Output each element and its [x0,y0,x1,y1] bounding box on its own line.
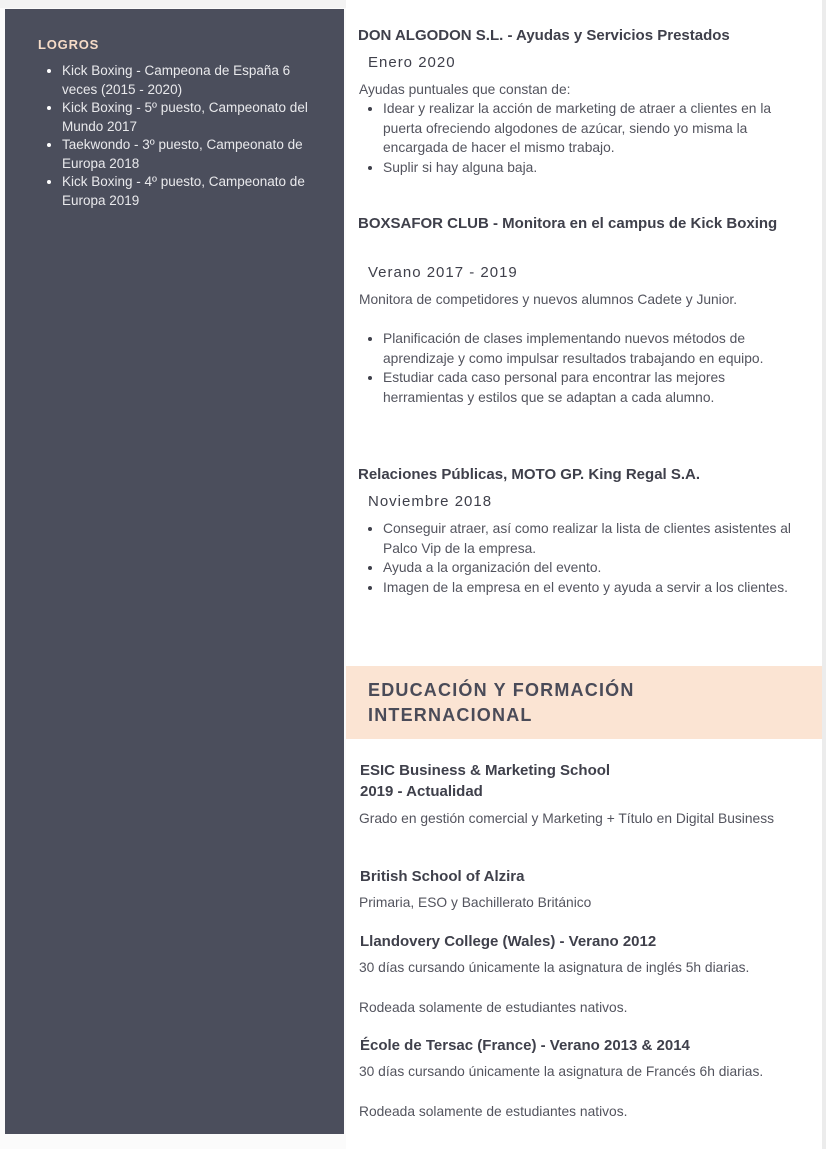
education-title: École de Tersac (France) - Verano 2013 & 2014 [360,1037,690,1054]
job-title: DON ALGODON S.L. - Ayudas y Servicios Prestados [358,27,730,44]
job-date: Verano 2017 - 2019 [368,264,518,281]
job-bullets [364,329,793,407]
achievements-list [43,62,322,210]
job-bullet: • Idear y realizar la acción de marketing de atraer a clientes en la puerta ofreciendo algodones de azúcar, siendo yo misma la encargada de hacer el mismo trabajo. [383,99,793,158]
education-description: Grado en gestión comercial y Marketing + Título en Digital Business [359,811,775,826]
education-section-header [346,666,822,739]
sidebar [5,9,344,1134]
job-title: BOXSAFOR CLUB - Monitora en el campus de Kick Boxing [358,215,778,232]
job-bullet: • Planificación de clases implementando nuevos métodos de aprendizaje y como impulsar resultados trabajando en equipo. [383,329,793,368]
job-bullets [364,519,793,597]
achievement-item: • Taekwondo - 3º puesto, Campeonato de Europa 2018 [62,136,322,173]
education-description: 30 días cursando únicamente la asignatura de inglés 5h diarias. [359,960,750,975]
job-bullet: • Conseguir atraer, así como realizar la lista de clientes asistentes al Palco Vip de la empresa. [383,519,793,558]
job-date: Noviembre 2018 [368,493,493,510]
achievement-item: • Kick Boxing - 4º puesto, Campeonato de Europa 2019 [62,173,322,210]
job-bullet: • Suplir si hay alguna baja. [383,158,793,178]
job-bullets [364,99,793,177]
education-subtitle: 2019 - Actualidad [360,783,483,800]
main-content [346,0,822,1149]
education-title: British School of Alzira [360,868,525,885]
education-description: 30 días cursando únicamente la asignatura de Francés 6h diarias. [359,1064,764,1079]
job-title: Relaciones Públicas, MOTO GP. King Regal S.A. [358,466,701,483]
job-bullet: • Estudiar cada caso personal para encontrar las mejores herramientas y estilos que se adaptan a cada alumno. [383,368,793,407]
page-right-edge [822,0,826,1149]
job-intro: Monitora de competidores y nuevos alumnos Cadete y Junior. [359,292,738,307]
job-bullet: • Imagen de la empresa en el evento y ayuda a servir a los clientes. [383,578,793,598]
job-bullet: • Ayuda a la organización del evento. [383,558,793,578]
education-title: ESIC Business & Marketing School [360,762,611,779]
education-note: Rodeada solamente de estudiantes nativos. [359,1000,628,1015]
education-title: Llandovery College (Wales) - Verano 2012 [360,933,657,950]
achievements-heading: LOGROS [38,37,100,52]
job-date: Enero 2020 [368,54,456,71]
achievement-item: • Kick Boxing - 5º puesto, Campeonato del Mundo 2017 [62,99,322,136]
education-heading: EDUCACIÓN Y FORMACIÓN INTERNACIONAL [368,680,635,725]
job-intro: Ayudas puntuales que constan de: [359,82,571,97]
achievement-item: • Kick Boxing - Campeona de España 6 veces (2015 - 2020) [62,62,322,99]
education-description: Primaria, ESO y Bachillerato Británico [359,895,592,910]
education-note: Rodeada solamente de estudiantes nativos. [359,1104,628,1119]
